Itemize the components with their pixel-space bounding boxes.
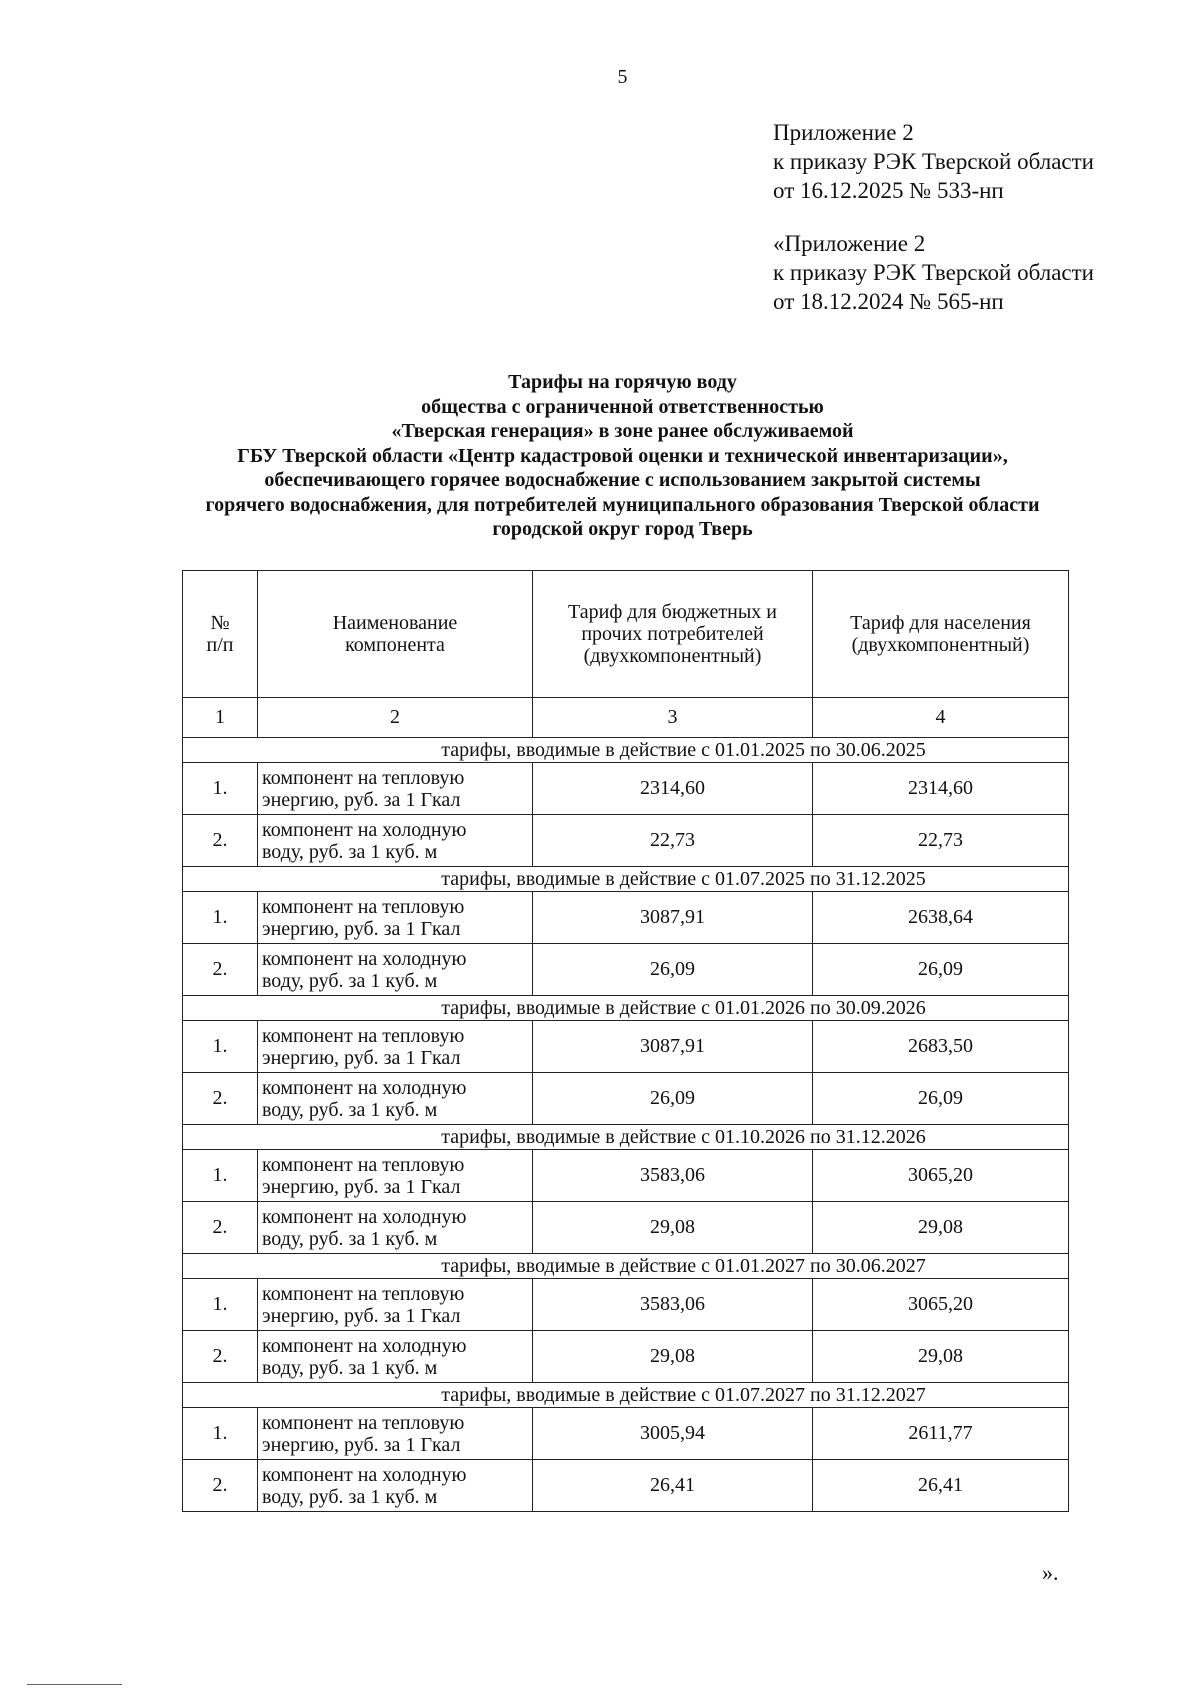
budget-tariff-value: 3583,06 xyxy=(533,1279,813,1331)
component-name-line: компонент на холодную xyxy=(262,947,467,970)
budget-tariff-value: 26,09 xyxy=(533,1073,813,1125)
component-name xyxy=(258,815,533,867)
row-number: 2. xyxy=(183,1073,258,1125)
component-name xyxy=(258,1073,533,1125)
budget-tariff-value: 26,41 xyxy=(533,1460,813,1512)
title-line: обеспечивающего горячее водоснабжение с использованием закрытой системы xyxy=(264,469,981,491)
period-label: тарифы, вводимые в действие с 01.07.2025 по 31.12.2025 xyxy=(183,867,1069,892)
component-name-line: компонент на холодную xyxy=(262,1334,467,1357)
row-number: 1. xyxy=(183,1021,258,1073)
row-number: 2. xyxy=(183,1460,258,1512)
title-line: горячего водоснабжения, для потребителей муниципального образования Тверской области xyxy=(205,493,1040,516)
component-name-line: воду, руб. за 1 куб. м xyxy=(262,1485,438,1508)
budget-tariff-value: 26,09 xyxy=(533,944,813,996)
population-tariff-value: 26,09 xyxy=(813,1073,1069,1125)
component-name-line: энергию, руб. за 1 Гкал xyxy=(262,788,461,811)
period-row xyxy=(183,1383,1069,1408)
column-index: 1 xyxy=(183,698,258,738)
component-name xyxy=(258,1331,533,1383)
header-population-tariff xyxy=(813,571,1069,698)
budget-tariff-value: 3583,06 xyxy=(533,1150,813,1202)
header-text: компонента xyxy=(345,634,445,656)
table-row xyxy=(183,815,1069,867)
header-num xyxy=(183,571,258,698)
period-row xyxy=(183,867,1069,892)
title-line: общества с ограниченной ответственностью xyxy=(421,395,824,418)
row-number: 2. xyxy=(183,1331,258,1383)
table-row xyxy=(183,1408,1069,1460)
population-tariff-value: 26,09 xyxy=(813,944,1069,996)
budget-tariff-value: 29,08 xyxy=(533,1202,813,1254)
component-name xyxy=(258,1150,533,1202)
period-label: тарифы, вводимые в действие с 01.01.2027 по 30.06.2027 xyxy=(183,1254,1069,1279)
table-row xyxy=(183,892,1069,944)
component-name-line: воду, руб. за 1 куб. м xyxy=(262,1227,438,1250)
component-name-line: воду, руб. за 1 куб. м xyxy=(262,1356,438,1379)
table-row xyxy=(183,1279,1069,1331)
period-label: тарифы, вводимые в действие с 01.01.2026 по 30.09.2026 xyxy=(183,996,1069,1021)
component-name xyxy=(258,1408,533,1460)
population-tariff-value: 2314,60 xyxy=(813,763,1069,815)
table-row xyxy=(183,1150,1069,1202)
table-row xyxy=(183,1021,1069,1073)
component-name-line: компонент на холодную xyxy=(262,818,467,841)
population-tariff-value: 2611,77 xyxy=(813,1408,1069,1460)
component-name-line: воду, руб. за 1 куб. м xyxy=(262,840,438,863)
population-tariff-value: 29,08 xyxy=(813,1202,1069,1254)
title-line: «Тверская генерация» в зоне ранее обслуживаемой xyxy=(391,420,854,442)
component-name-line: воду, руб. за 1 куб. м xyxy=(262,1098,438,1121)
population-tariff-value: 3065,20 xyxy=(813,1150,1069,1202)
component-name xyxy=(258,1460,533,1512)
component-name-line: энергию, руб. за 1 Гкал xyxy=(262,1433,461,1456)
header-text: (двухкомпонентный) xyxy=(583,645,762,667)
row-number: 2. xyxy=(183,944,258,996)
population-tariff-value: 22,73 xyxy=(813,815,1069,867)
component-name-line: энергию, руб. за 1 Гкал xyxy=(262,1175,461,1198)
appendix-line: к приказу РЭК Тверской области xyxy=(773,149,1094,174)
header-text: п/п xyxy=(206,634,234,656)
row-number: 1. xyxy=(183,892,258,944)
title-line: Тарифы на горячую воду xyxy=(508,371,737,393)
period-label: тарифы, вводимые в действие с 01.10.2026 по 31.12.2026 xyxy=(183,1125,1069,1150)
table-row xyxy=(183,1331,1069,1383)
component-name xyxy=(258,1202,533,1254)
header-text: (двухкомпонентный) xyxy=(851,634,1030,656)
table-row xyxy=(183,763,1069,815)
budget-tariff-value: 3087,91 xyxy=(533,1021,813,1073)
appendix-line: от 18.12.2024 № 565-нп xyxy=(773,289,1004,314)
footnote-divider xyxy=(27,1684,122,1685)
population-tariff-value: 3065,20 xyxy=(813,1279,1069,1331)
period-label: тарифы, вводимые в действие с 01.01.2025 по 30.06.2025 xyxy=(183,738,1069,763)
population-tariff-value: 2638,64 xyxy=(813,892,1069,944)
budget-tariff-value: 3087,91 xyxy=(533,892,813,944)
row-number: 2. xyxy=(183,1202,258,1254)
table-row xyxy=(183,1073,1069,1125)
header-text: Наименование xyxy=(332,612,458,634)
component-name-line: воду, руб. за 1 куб. м xyxy=(262,969,438,992)
component-name xyxy=(258,763,533,815)
tariff-table xyxy=(182,570,1069,1512)
period-row xyxy=(183,1254,1069,1279)
document-title xyxy=(0,370,1200,542)
column-index: 2 xyxy=(258,698,533,738)
component-name xyxy=(258,892,533,944)
period-row xyxy=(183,1125,1069,1150)
period-row xyxy=(183,996,1069,1021)
component-name-line: компонент на холодную xyxy=(262,1076,467,1099)
appendix-reference-current xyxy=(773,118,1094,205)
component-name-line: энергию, руб. за 1 Гкал xyxy=(262,917,461,940)
column-index: 3 xyxy=(533,698,813,738)
component-name-line: компонент на тепловую xyxy=(262,1153,465,1176)
header-text: прочих потребителей xyxy=(581,623,764,645)
column-index: 4 xyxy=(813,698,1069,738)
row-number: 1. xyxy=(183,1279,258,1331)
component-name-line: компонент на тепловую xyxy=(262,1024,465,1047)
budget-tariff-value: 3005,94 xyxy=(533,1408,813,1460)
population-tariff-value: 29,08 xyxy=(813,1331,1069,1383)
period-label: тарифы, вводимые в действие с 01.07.2027 по 31.12.2027 xyxy=(183,1383,1069,1408)
header-budget-tariff xyxy=(533,571,813,698)
component-name-line: энергию, руб. за 1 Гкал xyxy=(262,1304,461,1327)
appendix-line: «Приложение 2 xyxy=(773,231,926,256)
component-name-line: компонент на холодную xyxy=(262,1463,467,1486)
header-component-name xyxy=(258,571,533,698)
row-number: 1. xyxy=(183,1150,258,1202)
budget-tariff-value: 2314,60 xyxy=(533,763,813,815)
title-line: ГБУ Тверской области «Центр кадастровой оценки и технической инвентаризации», xyxy=(237,444,1008,467)
closing-quote-mark: ». xyxy=(1042,1560,1059,1585)
header-text: № xyxy=(210,612,230,634)
header-text: Тариф для бюджетных и xyxy=(568,601,777,623)
appendix-reference-previous xyxy=(773,229,1094,316)
component-name-line: компонент на тепловую xyxy=(262,1282,465,1305)
population-tariff-value: 26,41 xyxy=(813,1460,1069,1512)
row-number: 1. xyxy=(183,1408,258,1460)
population-tariff-value: 2683,50 xyxy=(813,1021,1069,1073)
component-name-line: компонент на холодную xyxy=(262,1205,467,1228)
component-name xyxy=(258,1279,533,1331)
budget-tariff-value: 29,08 xyxy=(533,1331,813,1383)
period-row xyxy=(183,738,1069,763)
column-index-row xyxy=(183,698,1069,738)
table-row xyxy=(183,1460,1069,1512)
component-name-line: энергию, руб. за 1 Гкал xyxy=(262,1046,461,1069)
appendix-line: к приказу РЭК Тверской области xyxy=(773,260,1094,285)
appendix-line: Приложение 2 xyxy=(773,120,914,145)
table-row xyxy=(183,1202,1069,1254)
title-line: городской округ город Тверь xyxy=(492,518,753,540)
component-name-line: компонент на тепловую xyxy=(262,1411,465,1434)
budget-tariff-value: 22,73 xyxy=(533,815,813,867)
table-row xyxy=(183,944,1069,996)
appendix-line: от 16.12.2025 № 533-нп xyxy=(773,178,1004,203)
component-name-line: компонент на тепловую xyxy=(262,895,465,918)
header-text: Тариф для населения xyxy=(850,612,1031,634)
row-number: 2. xyxy=(183,815,258,867)
table-header-row xyxy=(183,571,1069,698)
component-name xyxy=(258,1021,533,1073)
page-number: 5 xyxy=(617,66,628,88)
row-number: 1. xyxy=(183,763,258,815)
component-name-line: компонент на тепловую xyxy=(262,766,465,789)
component-name xyxy=(258,944,533,996)
